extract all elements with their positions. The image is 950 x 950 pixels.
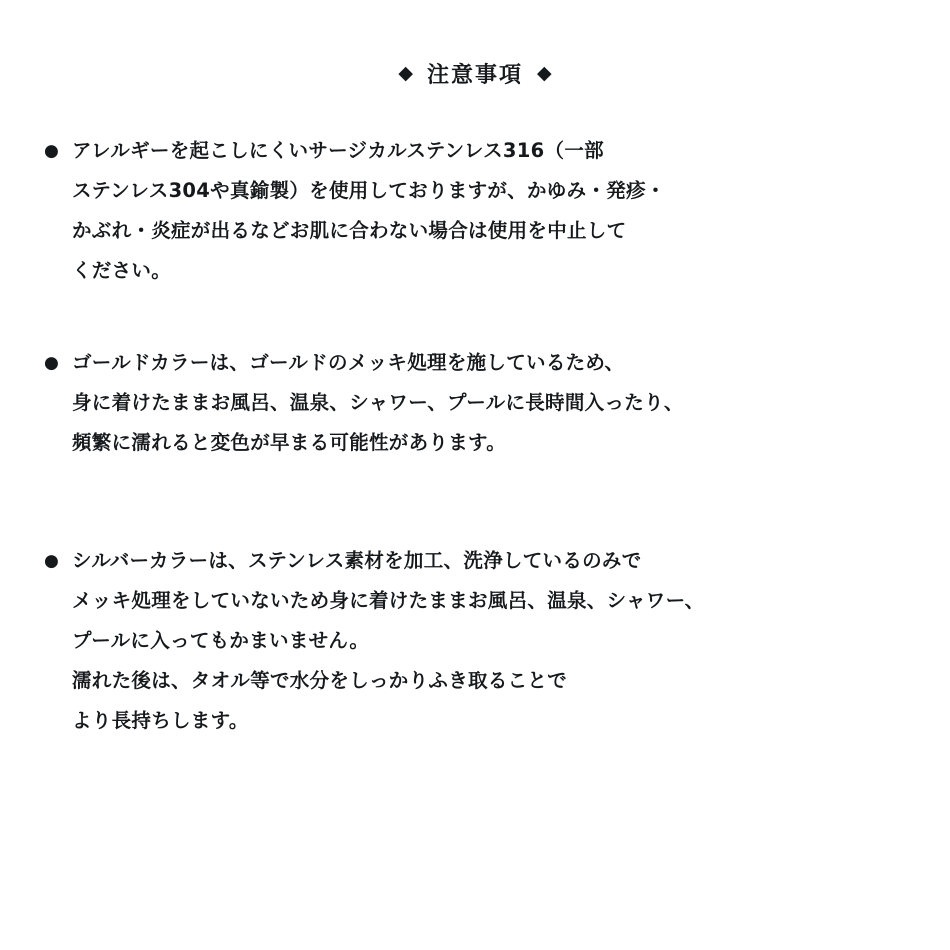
list-item-line: メッキ処理をしていないため身に着けたままお風呂、温泉、シャワー、	[72, 589, 705, 612]
list-item-line: ステンレス304や真鍮製）を使用しておりますが、かゆみ・発疹・	[72, 179, 666, 202]
list-item-line: 身に着けたままお風呂、温泉、シャワー、プールに長時間入ったり、	[72, 391, 684, 414]
list-item-line: 頻繁に濡れると変色が早まる可能性があります。	[72, 431, 507, 454]
list-item-line: ください。	[72, 259, 172, 282]
diamond-right-icon: ◆	[537, 62, 552, 84]
page-title	[0, 0, 950, 89]
list-item-body	[72, 131, 914, 291]
list-item-body	[72, 343, 914, 463]
diamond-left-icon: ◆	[398, 62, 413, 84]
bullet-icon: ●	[44, 353, 59, 373]
bullet-icon: ●	[44, 141, 59, 161]
bullet-icon: ●	[44, 551, 59, 571]
page-title-text: 注意事項	[426, 63, 523, 88]
list-item	[44, 541, 914, 741]
list-item-line: シルバーカラーは、ステンレス素材を加工、洗浄しているのみで	[72, 549, 642, 572]
list-item-line: プールに入ってもかまいません。	[72, 629, 370, 652]
list-item-line: かぶれ・炎症が出るなどお肌に合わない場合は使用を中止して	[72, 219, 627, 242]
list-item-line: 濡れた後は、タオル等で水分をしっかりふき取ることで	[72, 669, 568, 692]
list-item-line: より長持ちします。	[72, 709, 249, 732]
list-item-body	[72, 541, 914, 741]
notice-list	[0, 131, 950, 741]
list-item-line: ゴールドカラーは、ゴールドのメッキ処理を施しているため、	[72, 351, 625, 374]
list-item	[44, 131, 914, 291]
list-item	[44, 343, 914, 463]
list-item-line: アレルギーを起こしにくいサージカルステンレス316（一部	[72, 139, 604, 162]
